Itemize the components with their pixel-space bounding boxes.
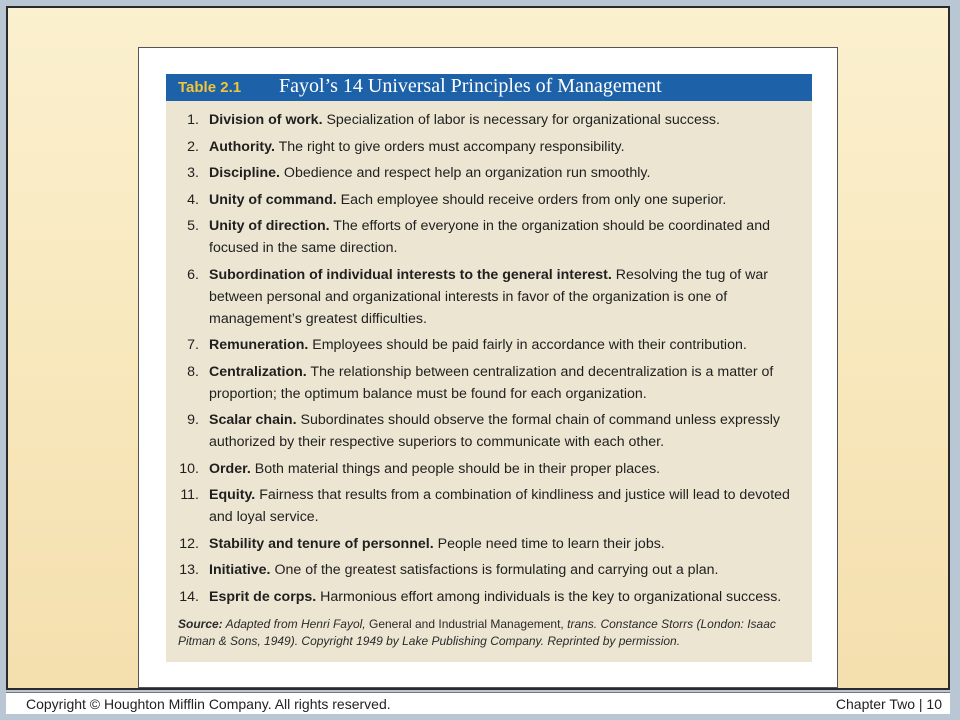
- principle-name: Initiative.: [209, 562, 271, 578]
- source-text-2: trans. Constance Storrs (London: Isaac Pitman & Sons, 1949). Copyright 1949 by Lake Publishing Company. Reprinted by permission.: [178, 617, 776, 648]
- copyright-text: Copyright © Houghton Mifflin Company. All rights reserved.: [26, 696, 391, 712]
- table-number: Table 2.1: [178, 79, 242, 96]
- principle-item: [166, 361, 812, 405]
- principle-name: Subordination of individual interests to the general interest.: [209, 266, 612, 283]
- principle-name: Stability and tenure of personnel.: [209, 535, 434, 552]
- slide: [6, 6, 950, 690]
- principle-number: 4.: [187, 191, 199, 208]
- principle-name: Division of work.: [209, 112, 323, 128]
- principle-description: Fairness that results from a combination of kindliness and justice will lead to devoted and loyal service.: [209, 487, 790, 525]
- principle-number: 1.: [187, 112, 199, 128]
- table-title: Fayol’s 14 Universal Principles of Management: [279, 75, 662, 97]
- principle-number: 10.: [179, 460, 199, 477]
- principle-description: Specialization of labor is necessary for organizational success.: [322, 112, 720, 128]
- source-label: Source:: [178, 617, 223, 631]
- source-note: [178, 616, 798, 650]
- principle-description: People need time to learn their jobs.: [433, 535, 665, 552]
- principle-name: Equity.: [209, 487, 256, 503]
- source-text-1: Adapted from Henri Fayol,: [222, 617, 369, 631]
- principle-name: Centralization.: [209, 363, 307, 380]
- principle-item: [166, 533, 812, 555]
- principle-item: [166, 162, 812, 184]
- principle-number: 2.: [187, 138, 199, 155]
- principle-number: 12.: [179, 535, 199, 552]
- principle-name: Discipline.: [209, 165, 280, 181]
- principle-item: [166, 409, 812, 453]
- principle-number: 11.: [180, 487, 199, 503]
- principles-list: [166, 109, 812, 612]
- principle-item: [166, 136, 812, 158]
- principle-number: 13.: [179, 562, 199, 578]
- principle-description: The efforts of everyone in the organization should be coordinated and focused in the same direction.: [209, 218, 770, 256]
- principle-number: 9.: [187, 412, 199, 428]
- principle-item: [166, 334, 812, 356]
- principle-name: Unity of command.: [209, 191, 337, 208]
- source-book-title: General and Industrial Management,: [368, 617, 564, 631]
- principle-name: Order.: [209, 460, 251, 477]
- principle-description: Employees should be paid fairly in accordance with their contribution.: [308, 337, 747, 353]
- principle-number: 6.: [187, 266, 199, 283]
- principle-name: Scalar chain.: [209, 412, 297, 428]
- footer: [6, 692, 950, 714]
- principle-description: One of the greatest satisfactions is formulating and carrying out a plan.: [270, 562, 719, 578]
- principle-description: Resolving the tug of war between personal and organizational interests in favor of the organization is one of management’s greatest difficulties.: [209, 266, 768, 327]
- principle-description: The right to give orders must accompany responsibility.: [274, 138, 625, 155]
- principle-number: 14.: [179, 588, 199, 605]
- principle-item: [166, 458, 812, 480]
- principle-item: [166, 215, 812, 259]
- principles-table: [166, 74, 812, 662]
- principle-description: Both material things and people should be in their proper places.: [250, 460, 661, 477]
- principle-description: The relationship between centralization and decentralization is a matter of proportion; the optimum balance must be found for each organization.: [209, 363, 774, 402]
- principle-number: 8.: [187, 363, 199, 380]
- principle-number: 7.: [187, 337, 199, 353]
- principle-name: Unity of direction.: [209, 218, 330, 234]
- principle-number: 3.: [187, 165, 199, 181]
- principle-item: [166, 264, 812, 330]
- principle-description: Obedience and respect help an organization run smoothly.: [279, 165, 651, 181]
- table-header: [166, 74, 812, 101]
- principle-item: [166, 109, 812, 131]
- principle-item: [166, 559, 812, 581]
- chapter-page-label: Chapter Two | 10: [835, 696, 942, 712]
- principle-name: Remuneration.: [209, 337, 309, 353]
- principle-description: Subordinates should observe the formal chain of command unless expressly authorized by their respective superiors to communicate with each other.: [209, 412, 780, 450]
- principle-description: Harmonious effort among individuals is the key to organizational success.: [316, 588, 782, 605]
- principle-name: Authority.: [209, 138, 275, 155]
- principle-number: 5.: [187, 218, 199, 234]
- principle-description: Each employee should receive orders from only one superior.: [336, 191, 727, 208]
- principle-name: Esprit de corps.: [209, 588, 317, 605]
- principle-item: [166, 484, 812, 528]
- principle-item: [166, 189, 812, 211]
- principle-item: [166, 586, 812, 608]
- scanned-page: [138, 47, 838, 688]
